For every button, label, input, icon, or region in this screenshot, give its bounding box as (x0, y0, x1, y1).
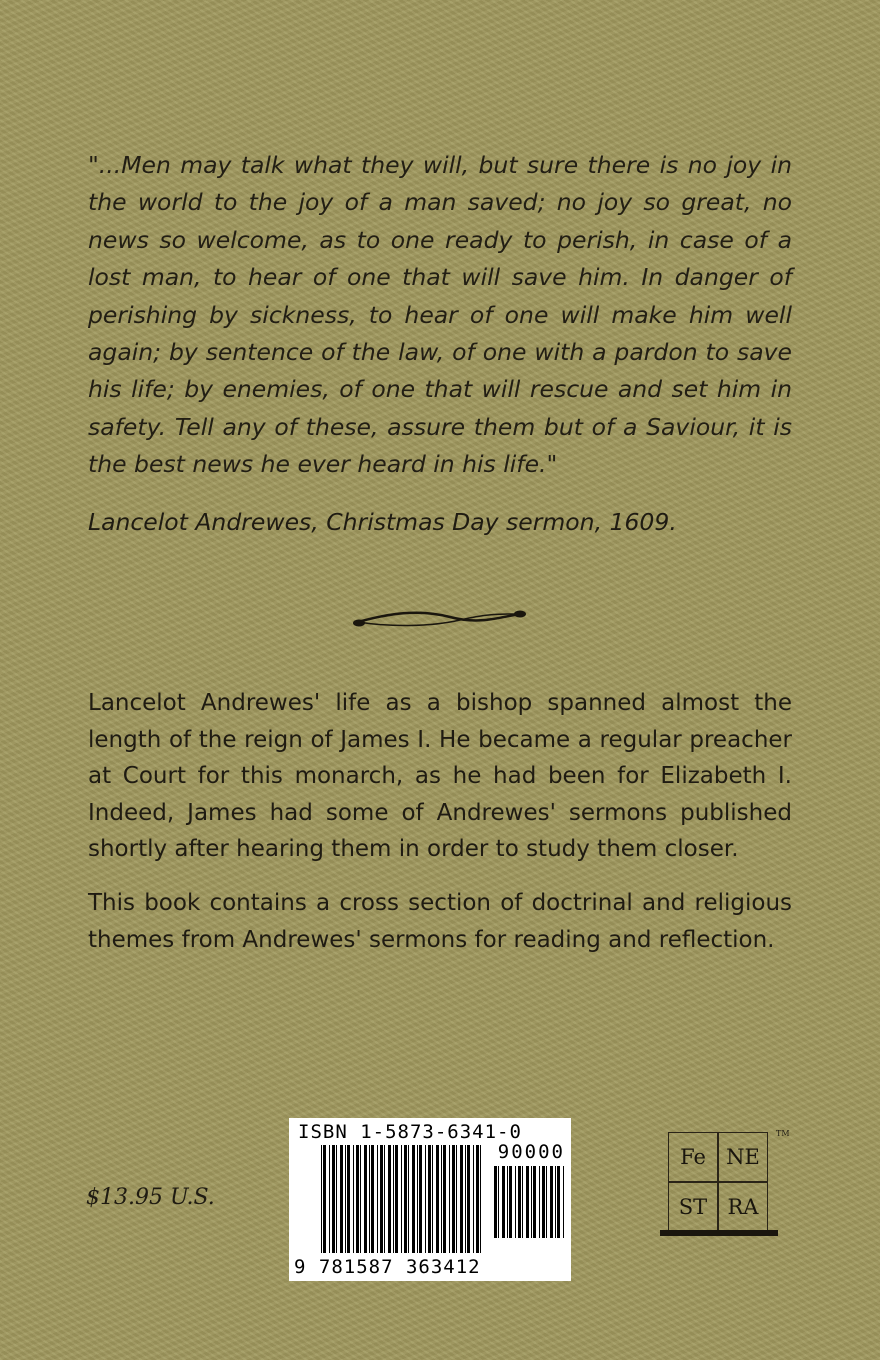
barcode-bar (412, 1145, 415, 1253)
barcode-bar (395, 1145, 398, 1253)
barcode-bar (419, 1145, 422, 1253)
isbn-number: ISBN 1-5873-6341-0 (298, 1121, 522, 1143)
barcode-bar (323, 1145, 326, 1253)
barcode-bar (432, 1145, 433, 1253)
barcode-bar (509, 1166, 512, 1238)
barcode-bar (369, 1145, 370, 1253)
barcode-bar (480, 1145, 481, 1253)
barcode-bar (449, 1145, 450, 1253)
barcode-bar (436, 1145, 439, 1253)
barcode-bar (467, 1145, 470, 1253)
barcode-bar (408, 1145, 409, 1253)
barcode-bar (518, 1166, 521, 1238)
barcode-bar (404, 1145, 407, 1253)
barcode-bar (384, 1145, 385, 1253)
barcode-bar (494, 1166, 497, 1238)
barcode-bar (507, 1166, 508, 1238)
barcode-bar (321, 1145, 322, 1253)
ean-number: 9 781587 363412 (294, 1256, 481, 1278)
barcode-bar (329, 1145, 330, 1253)
barcode-bar (340, 1145, 343, 1253)
description-paragraph: This book contains a cross section of doctrinal and religious themes from Andrewes' sermons for reading and reflection. (88, 889, 792, 953)
barcode-bar (336, 1145, 337, 1253)
barcode-bar (380, 1145, 383, 1253)
logo-cell: NE (718, 1132, 768, 1182)
logo-cell: ST (668, 1182, 718, 1232)
barcode-bar (360, 1145, 361, 1253)
flourish-ornament (350, 605, 530, 635)
barcode-bar (345, 1145, 346, 1253)
barcode-bar (563, 1166, 564, 1238)
barcode-bar (522, 1166, 523, 1238)
barcode-bar (555, 1166, 556, 1238)
barcode-bar (393, 1145, 394, 1253)
description (88, 685, 792, 975)
barcode-bar (388, 1145, 391, 1253)
barcode-bar (542, 1166, 545, 1238)
barcode-bar (473, 1145, 474, 1253)
barcode-bar (456, 1145, 457, 1253)
barcode-bar (425, 1145, 426, 1253)
isbn-barcode (289, 1118, 571, 1281)
barcode-bar (539, 1166, 540, 1238)
barcode-bar (557, 1166, 560, 1238)
barcode-bar (364, 1145, 367, 1253)
quote-attribution: Lancelot Andrewes, Christmas Day sermon, 1609. (88, 508, 677, 536)
barcode-bar (441, 1145, 442, 1253)
barcode-bar (465, 1145, 466, 1253)
barcode-bar (476, 1145, 479, 1253)
barcode-bar (443, 1145, 446, 1253)
barcode-bar (401, 1145, 402, 1253)
barcode-bar (515, 1166, 516, 1238)
logo-base (660, 1230, 778, 1236)
barcode-bar (460, 1145, 463, 1253)
barcode-bar (332, 1145, 335, 1253)
barcode-bar (356, 1145, 359, 1253)
barcode-bar (502, 1166, 505, 1238)
price-addon-code: 90000 (497, 1141, 565, 1163)
barcode-bar (550, 1166, 553, 1238)
barcode-bar (546, 1166, 547, 1238)
barcode-bar (377, 1145, 378, 1253)
barcode-bar (531, 1166, 532, 1238)
barcode-bar (526, 1166, 529, 1238)
barcode-bar (428, 1145, 431, 1253)
barcode-bar (533, 1166, 536, 1238)
price: $13.95 U.S. (86, 1185, 215, 1210)
logo-cell: Fe (668, 1132, 718, 1182)
quote-text: "...Men may talk what they will, but sure there is no joy in the world to the joy of a man saved; no joy so great, no news so welcome, as to one ready to perish, in case of a lost man, to hear of one that will save him. In danger of perishing by sickness, to hear of one will make him well again; by sentence of the law, of one with a pardon to save his life; by enemies, of one that will rescue and set him in safety. Tell any of these, assure them but of a Saviour, it is the best news he ever heard in his life." (88, 151, 792, 479)
trademark: TM (776, 1129, 790, 1138)
barcode-bar (347, 1145, 350, 1253)
barcode-bar (417, 1145, 418, 1253)
barcode-bar (371, 1145, 374, 1253)
logo-cell: RA (718, 1182, 768, 1232)
description-paragraph: Lancelot Andrewes' life as a bishop spanned almost the length of the reign of James I. He became a regular preacher at Court for this monarch, as he had been for Elizabeth I. Indeed, James had some of Andrewes' sermons published shortly after hearing them in order to study them closer. (88, 690, 792, 863)
barcode-bar (353, 1145, 354, 1253)
barcode-bar (498, 1166, 499, 1238)
barcode-bar (452, 1145, 455, 1253)
